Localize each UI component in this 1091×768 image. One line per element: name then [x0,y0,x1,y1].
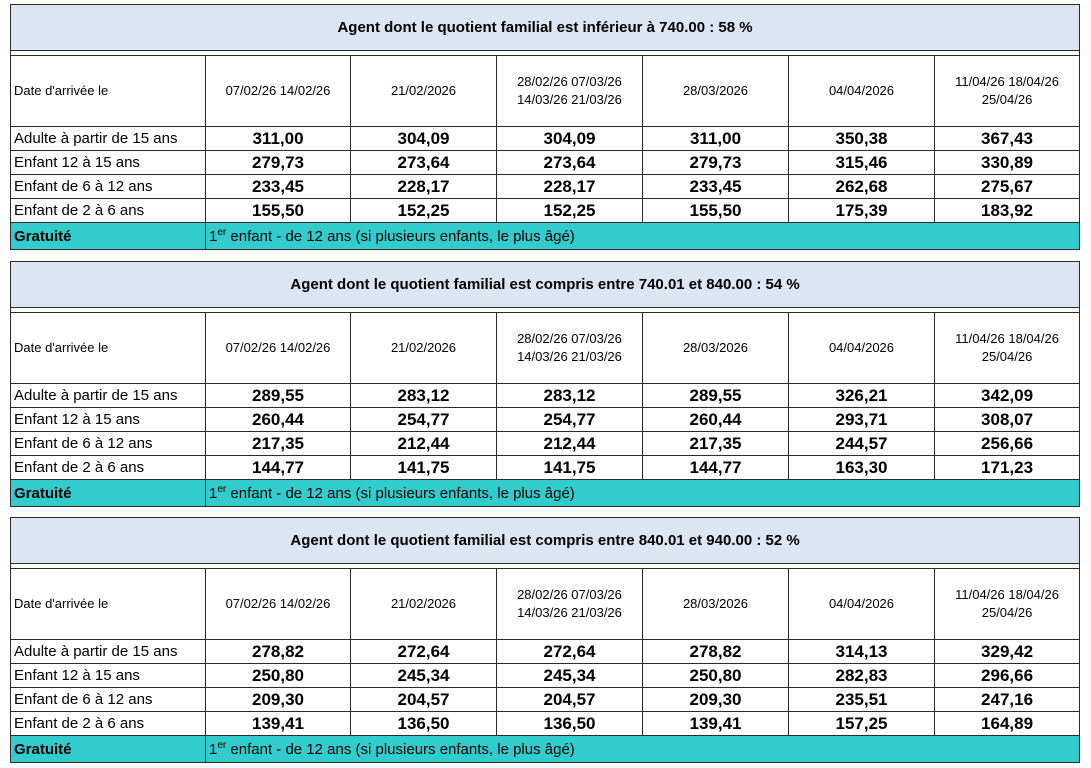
date-text: 07/02/26 14/02/26 [225,83,331,98]
row-label: Adulte à partir de 15 ans [11,127,206,151]
price-cell: 163,30 [789,456,935,480]
table-title: Agent dont le quotient familial est inférieur à 740.00 : 58 % [11,5,1080,51]
date-text: 14/03/26 21/03/26 [517,605,622,620]
date-label: Date d'arrivée le [11,56,206,127]
row-label: Enfant 12 à 15 ans [11,408,206,432]
price-cell: 279,73 [206,151,351,175]
date-column-header [351,313,497,384]
price-cell: 275,67 [935,175,1080,199]
price-cell: 283,12 [497,384,643,408]
table-row [11,640,1080,664]
gratuite-description: enfant - de 12 ans (si plusieurs enfants, le plus âgé) [226,741,575,758]
date-text: 11/04/26 18/04/26 [955,587,1059,602]
date-column-header [206,56,351,127]
price-cell: 244,57 [789,432,935,456]
price-cell: 272,64 [497,640,643,664]
gratuite-text [206,736,1080,763]
gratuite-label: Gratuité [11,223,206,250]
gratuite-number: 1 [209,485,218,502]
gratuite-row [11,480,1080,507]
gratuite-label: Gratuité [11,736,206,763]
price-cell: 315,46 [789,151,935,175]
price-cell: 282,83 [789,664,935,688]
date-text: 21/02/2026 [390,340,457,355]
gratuite-text [206,223,1080,250]
price-cell: 304,09 [497,127,643,151]
gratuite-number: 1 [209,228,218,245]
price-cell: 204,57 [497,688,643,712]
date-text: 07/02/26 14/02/26 [225,596,331,611]
price-cell: 209,30 [643,688,789,712]
price-cell: 256,66 [935,432,1080,456]
price-cell: 273,64 [351,151,497,175]
price-cell: 212,44 [351,432,497,456]
row-label: Enfant de 6 à 12 ans [11,432,206,456]
table-row [11,408,1080,432]
price-cell: 141,75 [497,456,643,480]
price-cell: 139,41 [206,712,351,736]
price-cell: 155,50 [643,199,789,223]
price-cell: 152,25 [351,199,497,223]
table-title: Agent dont le quotient familial est compris entre 740.01 et 840.00 : 54 % [11,262,1080,308]
tariff-table-block-1 [10,4,1080,250]
date-text: 28/03/2026 [682,596,749,611]
price-cell: 283,12 [351,384,497,408]
date-text: 14/03/26 21/03/26 [517,349,622,364]
date-text: 04/04/2026 [828,596,895,611]
date-column-header [497,569,643,640]
price-cell: 296,66 [935,664,1080,688]
date-column-header [789,313,935,384]
price-cell: 144,77 [206,456,351,480]
date-text: 28/03/2026 [682,340,749,355]
price-cell: 279,73 [643,151,789,175]
date-header-row [11,56,1080,127]
row-label: Enfant de 2 à 6 ans [11,456,206,480]
price-cell: 217,35 [643,432,789,456]
row-label: Enfant 12 à 15 ans [11,664,206,688]
price-cell: 245,34 [497,664,643,688]
date-text: 28/02/26 07/03/26 [517,74,622,89]
price-cell: 175,39 [789,199,935,223]
date-column-header [351,56,497,127]
date-text: 25/04/26 [981,92,1033,107]
price-cell: 273,64 [497,151,643,175]
price-cell: 235,51 [789,688,935,712]
date-column-header [643,313,789,384]
tariff-table [10,261,1080,507]
date-column-header [206,313,351,384]
gratuite-description: enfant - de 12 ans (si plusieurs enfants, le plus âgé) [226,228,575,245]
price-cell: 233,45 [206,175,351,199]
date-text: 28/02/26 07/03/26 [517,331,622,346]
gratuite-row [11,223,1080,250]
price-cell: 314,13 [789,640,935,664]
price-cell: 342,09 [935,384,1080,408]
price-cell: 139,41 [643,712,789,736]
price-cell: 304,09 [351,127,497,151]
gratuite-text [206,480,1080,507]
price-cell: 293,71 [789,408,935,432]
row-label: Enfant de 6 à 12 ans [11,688,206,712]
price-cell: 217,35 [206,432,351,456]
date-column-header [935,313,1080,384]
date-column-header [497,56,643,127]
price-cell: 250,80 [643,664,789,688]
price-cell: 228,17 [497,175,643,199]
price-cell: 350,38 [789,127,935,151]
price-cell: 311,00 [643,127,789,151]
price-cell: 272,64 [351,640,497,664]
table-row [11,664,1080,688]
price-cell: 260,44 [643,408,789,432]
date-label: Date d'arrivée le [11,569,206,640]
table-row [11,384,1080,408]
date-text: 14/03/26 21/03/26 [517,92,622,107]
date-text: 11/04/26 18/04/26 [955,331,1059,346]
table-row [11,151,1080,175]
price-cell: 289,55 [206,384,351,408]
price-cell: 183,92 [935,199,1080,223]
tariff-table-block-2 [10,261,1080,507]
date-column-header [789,56,935,127]
price-cell: 171,23 [935,456,1080,480]
price-cell: 144,77 [643,456,789,480]
date-header-row [11,569,1080,640]
date-column-header [643,56,789,127]
price-cell: 308,07 [935,408,1080,432]
price-cell: 141,75 [351,456,497,480]
price-cell: 329,42 [935,640,1080,664]
date-text: 28/03/2026 [682,83,749,98]
price-cell: 250,80 [206,664,351,688]
price-cell: 254,77 [351,408,497,432]
price-cell: 311,00 [206,127,351,151]
tariff-table [10,4,1080,250]
price-cell: 326,21 [789,384,935,408]
price-cell: 278,82 [206,640,351,664]
price-cell: 262,68 [789,175,935,199]
price-cell: 209,30 [206,688,351,712]
row-label: Enfant de 2 à 6 ans [11,199,206,223]
table-row [11,456,1080,480]
price-cell: 136,50 [497,712,643,736]
price-cell: 245,34 [351,664,497,688]
table-row [11,199,1080,223]
row-label: Adulte à partir de 15 ans [11,384,206,408]
date-text: 04/04/2026 [828,83,895,98]
row-label: Adulte à partir de 15 ans [11,640,206,664]
table-row [11,432,1080,456]
price-cell: 212,44 [497,432,643,456]
table-row [11,127,1080,151]
tariff-table [10,517,1080,763]
table-row [11,688,1080,712]
price-cell: 247,16 [935,688,1080,712]
price-cell: 260,44 [206,408,351,432]
date-column-header [351,569,497,640]
price-cell: 233,45 [643,175,789,199]
date-text: 04/04/2026 [828,340,895,355]
date-column-header [935,56,1080,127]
gratuite-description: enfant - de 12 ans (si plusieurs enfants, le plus âgé) [226,485,575,502]
date-text: 28/02/26 07/03/26 [517,587,622,602]
price-cell: 278,82 [643,640,789,664]
gratuite-superscript: er [217,484,227,495]
price-cell: 204,57 [351,688,497,712]
table-row [11,712,1080,736]
date-column-header [935,569,1080,640]
gratuite-superscript: er [217,740,227,751]
table-title: Agent dont le quotient familial est compris entre 840.01 et 940.00 : 52 % [11,518,1080,564]
price-cell: 228,17 [351,175,497,199]
price-cell: 136,50 [351,712,497,736]
row-label: Enfant de 2 à 6 ans [11,712,206,736]
price-cell: 367,43 [935,127,1080,151]
date-header-row [11,313,1080,384]
row-label: Enfant de 6 à 12 ans [11,175,206,199]
price-cell: 330,89 [935,151,1080,175]
gratuite-label: Gratuité [11,480,206,507]
table-row [11,175,1080,199]
gratuite-superscript: er [217,227,227,238]
price-cell: 164,89 [935,712,1080,736]
price-cell: 289,55 [643,384,789,408]
date-column-header [789,569,935,640]
row-label: Enfant 12 à 15 ans [11,151,206,175]
gratuite-row [11,736,1080,763]
date-text: 25/04/26 [981,349,1033,364]
tariff-table-block-3 [10,517,1080,763]
price-cell: 152,25 [497,199,643,223]
date-column-header [643,569,789,640]
date-text: 11/04/26 18/04/26 [955,74,1059,89]
date-label: Date d'arrivée le [11,313,206,384]
price-cell: 155,50 [206,199,351,223]
gratuite-number: 1 [209,741,218,758]
date-column-header [497,313,643,384]
date-column-header [206,569,351,640]
price-cell: 157,25 [789,712,935,736]
price-cell: 254,77 [497,408,643,432]
date-text: 21/02/2026 [390,83,457,98]
date-text: 25/04/26 [981,605,1033,620]
date-text: 21/02/2026 [390,596,457,611]
date-text: 07/02/26 14/02/26 [225,340,331,355]
